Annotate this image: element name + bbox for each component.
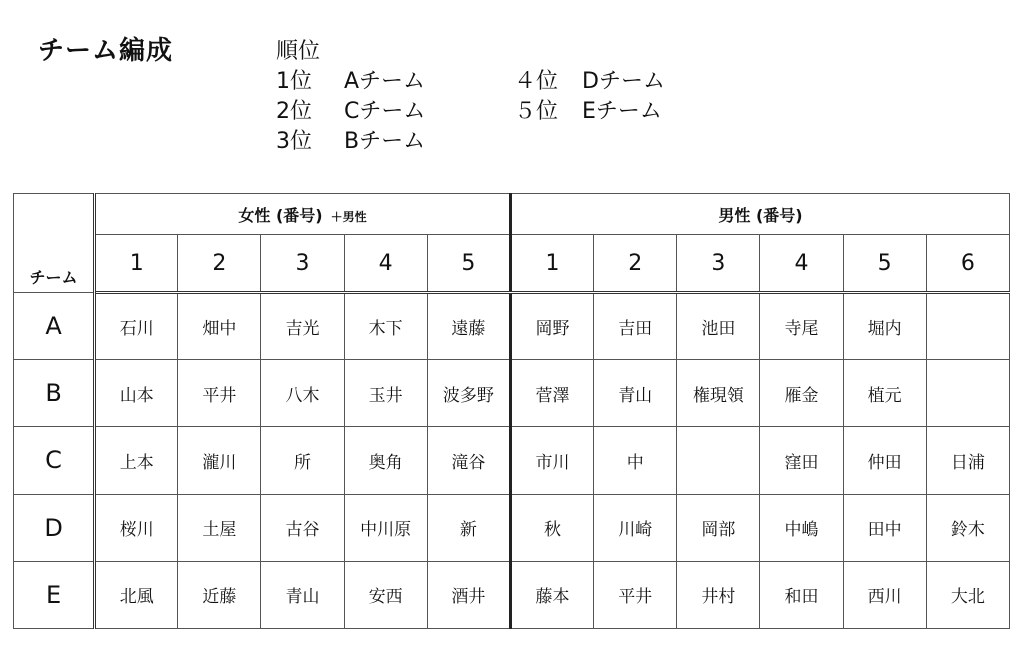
female-number-header: 3: [261, 235, 344, 293]
female-member-cell: 遠藤: [427, 293, 510, 360]
team-column-header: チーム: [14, 194, 95, 293]
male-member-cell: 藤本: [510, 561, 593, 628]
male-member-cell: 植元: [843, 360, 926, 427]
female-member-cell: 桜川: [95, 494, 178, 561]
male-member-cell: 鈴木: [926, 494, 1009, 561]
table-row: [14, 293, 1010, 360]
ranking-team: Eチーム: [582, 99, 662, 124]
team-name-cell: C: [14, 427, 95, 494]
ranking-item: [276, 94, 425, 125]
ranking-team: Bチーム: [344, 129, 426, 154]
male-header: 男性 (番号): [510, 194, 1009, 235]
ranking-team: Cチーム: [344, 99, 426, 124]
female-member-cell: 新: [427, 494, 510, 561]
male-member-cell: 青山: [594, 360, 677, 427]
ranking-item: [276, 124, 425, 155]
male-number-header: 4: [760, 235, 843, 293]
page-title: チーム編成: [38, 36, 174, 66]
ranking-heading: 順位: [276, 39, 321, 64]
team-name-cell: B: [14, 360, 95, 427]
male-member-cell: 市川: [510, 427, 593, 494]
female-member-cell: 近藤: [178, 561, 261, 628]
ranking-position: 3位: [276, 129, 312, 154]
ranking-position: ４位: [514, 69, 559, 94]
female-member-cell: 玉井: [344, 360, 427, 427]
female-header: [95, 194, 511, 235]
female-member-cell: 酒井: [427, 561, 510, 628]
ranking-position: ５位: [514, 99, 559, 124]
male-number-header: 2: [594, 235, 677, 293]
female-member-cell: 上本: [95, 427, 178, 494]
male-member-cell: 中嶋: [760, 494, 843, 561]
female-member-cell: 中川原: [344, 494, 427, 561]
male-member-cell: 和田: [760, 561, 843, 628]
female-number-header: 4: [344, 235, 427, 293]
table-row: [14, 494, 1010, 561]
male-member-cell: 吉田: [594, 293, 677, 360]
table-row: [14, 360, 1010, 427]
team-name-cell: E: [14, 561, 95, 628]
female-member-cell: 奥角: [344, 427, 427, 494]
female-member-cell: 土屋: [178, 494, 261, 561]
ranking-team: Dチーム: [582, 69, 665, 94]
male-member-cell: [677, 427, 760, 494]
male-member-cell: 堀内: [843, 293, 926, 360]
female-member-cell: 所: [261, 427, 344, 494]
male-member-cell: 仲田: [843, 427, 926, 494]
male-member-cell: 中: [594, 427, 677, 494]
female-member-cell: 山本: [95, 360, 178, 427]
male-member-cell: 川崎: [594, 494, 677, 561]
female-number-header: 2: [178, 235, 261, 293]
male-member-cell: 菅澤: [510, 360, 593, 427]
male-member-cell: 岡野: [510, 293, 593, 360]
female-number-header: 1: [95, 235, 178, 293]
female-member-cell: 古谷: [261, 494, 344, 561]
ranking-item: [514, 64, 665, 95]
male-number-header: 3: [677, 235, 760, 293]
male-member-cell: 大北: [926, 561, 1009, 628]
ranking-position: 1位: [276, 69, 312, 94]
male-member-cell: 田中: [843, 494, 926, 561]
female-header-label: 女性 (番号): [238, 205, 323, 225]
female-member-cell: 瀧川: [178, 427, 261, 494]
female-member-cell: 八木: [261, 360, 344, 427]
male-member-cell: 平井: [594, 561, 677, 628]
male-member-cell: 岡部: [677, 494, 760, 561]
female-member-cell: 吉光: [261, 293, 344, 360]
female-member-cell: 畑中: [178, 293, 261, 360]
male-number-header: 1: [510, 235, 593, 293]
table-row: [14, 427, 1010, 494]
male-member-cell: 雁金: [760, 360, 843, 427]
male-member-cell: [926, 293, 1009, 360]
ranking-position: 2位: [276, 99, 312, 124]
male-member-cell: [926, 360, 1009, 427]
male-member-cell: 秋: [510, 494, 593, 561]
team-name-cell: D: [14, 494, 95, 561]
female-member-cell: 安西: [344, 561, 427, 628]
female-member-cell: 滝谷: [427, 427, 510, 494]
female-member-cell: 平井: [178, 360, 261, 427]
male-number-header: 5: [843, 235, 926, 293]
female-number-header: 5: [427, 235, 510, 293]
female-member-cell: 波多野: [427, 360, 510, 427]
female-header-extra: ＋男性: [330, 209, 367, 224]
male-member-cell: 窪田: [760, 427, 843, 494]
male-member-cell: 池田: [677, 293, 760, 360]
female-member-cell: 青山: [261, 561, 344, 628]
female-member-cell: 北風: [95, 561, 178, 628]
team-table: [13, 193, 1010, 629]
ranking-item: [276, 64, 425, 95]
table-row: [14, 561, 1010, 628]
female-member-cell: 石川: [95, 293, 178, 360]
male-member-cell: 寺尾: [760, 293, 843, 360]
male-member-cell: 西川: [843, 561, 926, 628]
male-member-cell: 権現領: [677, 360, 760, 427]
ranking-item: [514, 94, 662, 125]
female-member-cell: 木下: [344, 293, 427, 360]
male-member-cell: 日浦: [926, 427, 1009, 494]
male-number-header: 6: [926, 235, 1009, 293]
male-member-cell: 井村: [677, 561, 760, 628]
ranking-team: Aチーム: [344, 69, 426, 94]
team-name-cell: A: [14, 293, 95, 360]
